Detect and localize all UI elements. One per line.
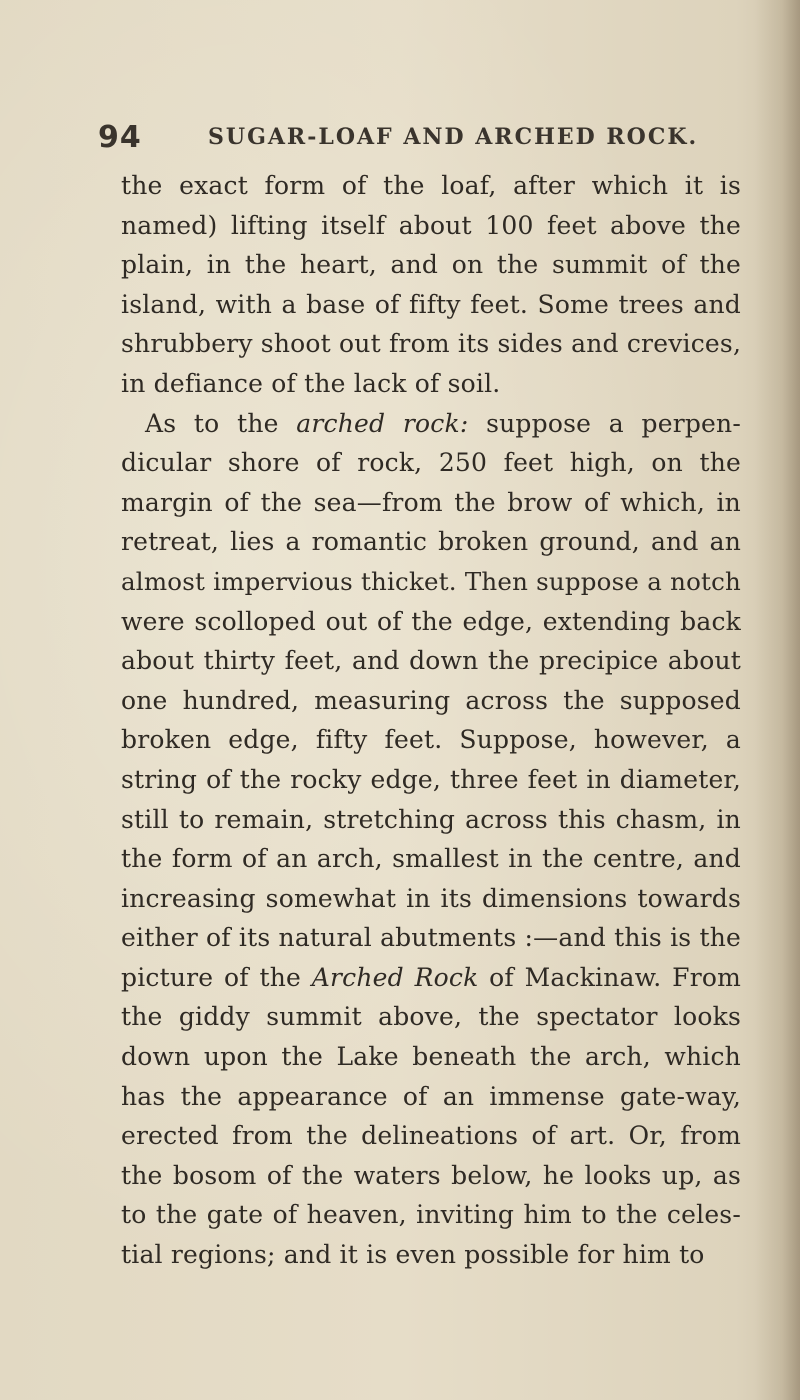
text-line: the exact form of the loaf, after which it is — [121, 171, 741, 200]
body-text — [121, 166, 741, 1275]
text-line: tial regions; and it is even possible for him to — [121, 1240, 705, 1270]
text-line: the bosom of the waters below, he looks up, as — [121, 1160, 741, 1190]
text-segment: picture of the — [121, 962, 312, 992]
text-segment: As to the — [145, 408, 297, 438]
text-line: shrubbery shoot out from its sides and crevices, — [121, 329, 742, 359]
text-line: island, with a base of fifty feet. Some trees and — [121, 289, 741, 319]
text-line: erected from the delineations of art. Or, from — [121, 1121, 741, 1151]
text-segment: of Mackinaw. From — [478, 962, 742, 992]
text-line: were scolloped out of the edge, extending back — [121, 606, 741, 636]
text-line: about thirty feet, and down the precipice about — [121, 646, 741, 676]
page-header — [98, 120, 738, 160]
text-line: dicular shore of rock, 250 feet high, on the — [121, 448, 741, 478]
text-line: margin of the sea—from the brow of which, in — [121, 487, 741, 517]
text-line: the giddy summit above, the spectator looks — [121, 1002, 741, 1032]
text-segment: suppose a perpen- — [468, 408, 742, 438]
text-line: still to remain, stretching across this chasm, in — [121, 804, 741, 834]
text-line — [121, 404, 741, 444]
page-number: 94 — [98, 120, 142, 155]
text-line: retreat, lies a romantic broken ground, and an — [121, 527, 741, 557]
text-line: down upon the Lake beneath the arch, which — [121, 1042, 741, 1072]
running-head: SUGAR-LOAF AND ARCHED ROCK. — [208, 124, 699, 150]
text-line: increasing somewhat in its dimensions towards — [121, 883, 741, 913]
page-edge-shadow — [755, 0, 800, 1400]
text-line: one hundred, measuring across the supposed — [121, 685, 741, 715]
italic-term: Arched Rock — [311, 962, 479, 992]
text-line: broken edge, fifty feet. Suppose, however, a — [121, 725, 741, 755]
text-line: string of the rocky edge, three feet in diameter, — [121, 764, 741, 794]
italic-term: arched rock: — [296, 408, 469, 438]
text-line: the form of an arch, smallest in the centre, and — [121, 844, 741, 874]
text-line: has the appearance of an immense gate-way, — [121, 1081, 741, 1111]
text-line: named) lifting itself about 100 feet above the — [121, 210, 741, 240]
text-line — [121, 958, 741, 998]
text-line: plain, in the heart, and on the summit of the — [121, 250, 741, 280]
text-line: to the gate of heaven, inviting him to the celes- — [121, 1200, 741, 1230]
text-line: almost impervious thicket. Then suppose a notch — [121, 566, 741, 596]
text-line: in defiance of the lack of soil. — [121, 368, 501, 398]
text-line: either of its natural abutments :—and this is the — [121, 923, 741, 953]
